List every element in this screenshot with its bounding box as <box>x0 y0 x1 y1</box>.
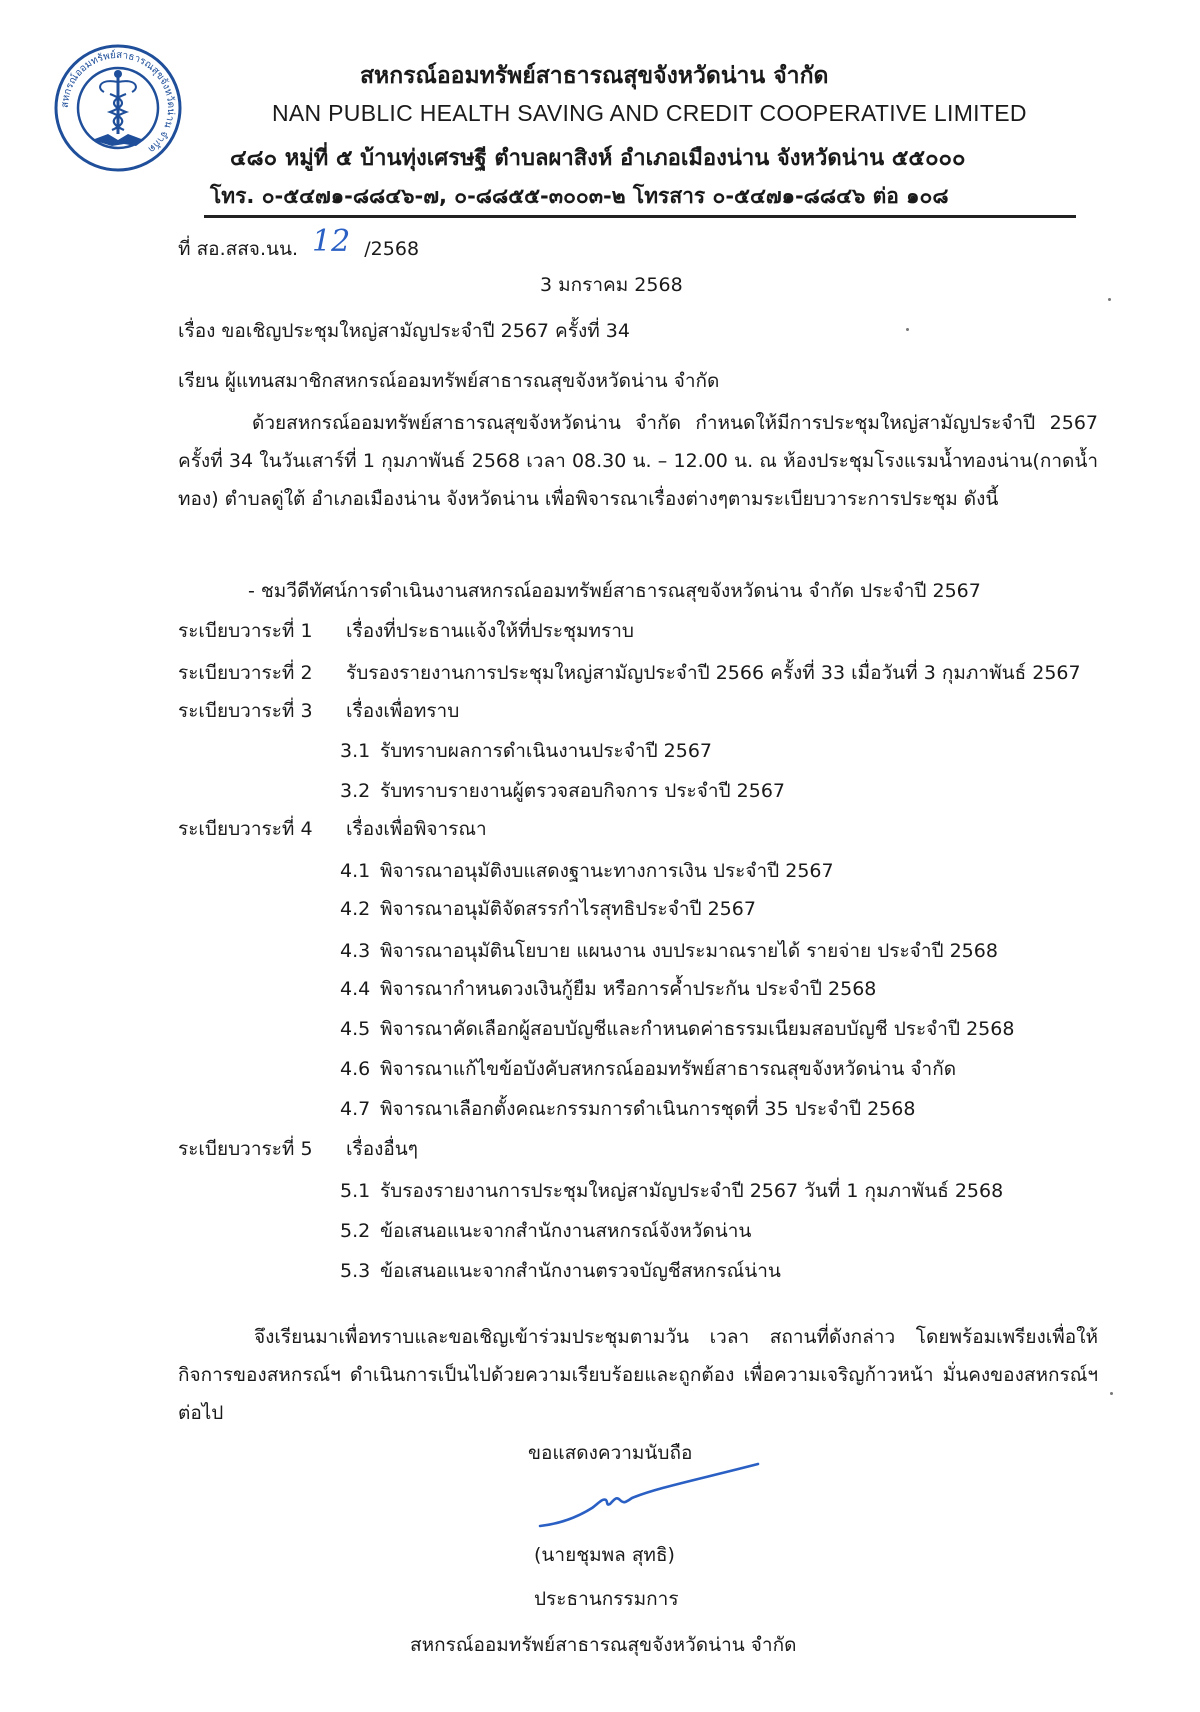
subitem-number: 4.7 <box>340 1098 371 1120</box>
agenda-title: รับรองรายงานการประชุมใหญ่สามัญประจำปี 2566 ครั้งที่ 33 เมื่อวันที่ 3 กุมภาพันธ์ 2567 <box>346 662 1081 684</box>
scan-speck <box>1110 1392 1113 1395</box>
subitem-number: 3.1 <box>340 740 371 762</box>
letter-recipient: เรียน ผู้แทนสมาชิกสหกรณ์ออมทรัพย์สาธารณสุขจังหวัดน่าน จำกัด <box>178 370 720 392</box>
agenda-subitem <box>340 1176 1003 1206</box>
scan-speck <box>906 328 909 331</box>
scan-speck <box>1108 298 1111 301</box>
complimentary-close: ขอแสดงความนับถือ <box>528 1442 693 1464</box>
subitem-number: 4.2 <box>340 898 371 920</box>
agenda-label: ระเบียบวาระที่ 1 <box>178 620 313 642</box>
agenda-label: ระเบียบวาระที่ 5 <box>178 1138 313 1160</box>
agenda-item <box>178 658 1081 688</box>
subitem-number: 4.5 <box>340 1018 371 1040</box>
letterhead-divider <box>204 215 1076 218</box>
agenda-title: เรื่องอื่นๆ <box>346 1138 418 1160</box>
agenda-label: ระเบียบวาระที่ 3 <box>178 700 313 722</box>
agenda-subitem <box>340 894 756 924</box>
subitem-number: 4.4 <box>340 978 371 1000</box>
subitem-text: พิจารณาเลือกตั้งคณะกรรมการดำเนินการชุดที่ 35 ประจำปี 2568 <box>380 1098 916 1120</box>
agenda-subitem <box>340 736 712 766</box>
subitem-number: 5.2 <box>340 1220 371 1242</box>
subitem-number: 5.1 <box>340 1180 371 1202</box>
org-name-thai: สหกรณ์ออมทรัพย์สาธารณสุขจังหวัดน่าน จำกัด <box>360 63 829 89</box>
agenda-subitem <box>340 1256 781 1286</box>
agenda-subitem <box>340 776 785 806</box>
org-phone-fax: โทร. ๐-๕๔๗๑-๘๘๔๖-๗, ๐-๘๘๕๕-๓๐๐๓-๒ โทรสาร ๐-๕๔๗๑-๘๘๔๖ ต่อ ๑๐๘ <box>210 184 949 208</box>
subitem-text: พิจารณาอนุมัติงบแสดงฐานะทางการเงิน ประจำปี 2567 <box>380 860 834 882</box>
org-address: ๔๘๐ หมู่ที่ ๕ บ้านทุ่งเศรษฐี ตำบลผาสิงห์ อำเภอเมืองน่าน จังหวัดน่าน ๕๕๐๐๐ <box>230 146 966 171</box>
agenda-subitem <box>340 1094 915 1124</box>
letter-date: 3 มกราคม 2568 <box>540 274 683 296</box>
subitem-number: 4.6 <box>340 1058 371 1080</box>
agenda-item <box>178 696 459 726</box>
body-intro-paragraph: ด้วยสหกรณ์ออมทรัพย์สาธารณสุขจังหวัดน่าน จำกัด กำหนดให้มีการประชุมใหญ่สามัญประจำปี 2567 ครั้งที่ 34 ในวันเสาร์ที่ 1 กุมภาพันธ์ 2568 เวลา 08.30 น. – 12.00 น. ณ ห้องประชุมโรงแรมน้ำทองน่าน(กาดน้ำทอง) ตำบลดู่ใต้ อำเภอเมืองน่าน จังหวัดน่าน เพื่อพิจารณาเรื่องต่างๆตามระเบียบวาระการประชุม ดังนี้ <box>178 412 1098 510</box>
agenda-subitem <box>340 1216 751 1246</box>
subitem-text: รับทราบรายงานผู้ตรวจสอบกิจการ ประจำปี 2567 <box>380 780 785 802</box>
reference-number <box>178 224 420 264</box>
agenda-subitem <box>340 1014 1014 1044</box>
subitem-number: 3.2 <box>340 780 371 802</box>
reference-handwritten-number: 12 <box>312 224 351 259</box>
subitem-text: รับรองรายงานการประชุมใหญ่สามัญประจำปี 2567 วันที่ 1 กุมภาพันธ์ 2568 <box>380 1180 1004 1202</box>
subitem-number: 4.3 <box>340 940 371 962</box>
agenda-subitem <box>340 1054 956 1084</box>
reference-prefix: ที่ สอ.สสจ.นน. <box>178 238 298 260</box>
body-closing-paragraph: จึงเรียนมาเพื่อทราบและขอเชิญเข้าร่วมประชุมตามวัน เวลา สถานที่ดังกล่าว โดยพร้อมเพรียงเพื่อให้กิจการของสหกรณ์ฯ ดำเนินการเป็นไปด้วยความเรียบร้อยและถูกต้อง เพื่อความเจริญก้าวหน้า มั่นคงของสหกรณ์ฯ ต่อไป <box>178 1326 1098 1424</box>
agenda-subitem <box>340 856 834 886</box>
letter-subject: เรื่อง ขอเชิญประชุมใหญ่สามัญประจำปี 2567 ครั้งที่ 34 <box>178 320 630 342</box>
subitem-text: พิจารณาแก้ไขข้อบังคับสหกรณ์ออมทรัพย์สาธารณสุขจังหวัดน่าน จำกัด <box>380 1058 957 1080</box>
reference-suffix: /2568 <box>364 238 420 260</box>
video-presentation-line: - ชมวีดีทัศน์การดำเนินงานสหกรณ์ออมทรัพย์สาธารณสุขจังหวัดน่าน จำกัด ประจำปี 2567 <box>248 580 981 602</box>
agenda-subitem <box>340 974 876 1004</box>
logo-ring-text: สหกรณ์ออมทรัพย์สาธารณสุขจังหวัดน่าน จำกัด <box>59 49 177 155</box>
agenda-item <box>178 1134 418 1164</box>
subitem-text: ข้อเสนอแนะจากสำนักงานตรวจบัญชีสหกรณ์น่าน <box>380 1260 781 1282</box>
signatory-organization: สหกรณ์ออมทรัพย์สาธารณสุขจังหวัดน่าน จำกัด <box>410 1634 797 1656</box>
agenda-title: เรื่องเพื่อทราบ <box>346 700 460 722</box>
subitem-text: พิจารณาอนุมัติจัดสรรกำไรสุทธิประจำปี 2567 <box>380 898 756 920</box>
cooperative-seal-logo <box>52 42 184 174</box>
agenda-label: ระเบียบวาระที่ 2 <box>178 662 313 684</box>
org-name-english: NAN PUBLIC HEALTH SAVING AND CREDIT COOPERATIVE LIMITED <box>272 100 1027 126</box>
subitem-text: ข้อเสนอแนะจากสำนักงานสหกรณ์จังหวัดน่าน <box>380 1220 752 1242</box>
signatory-name: (นายชุมพล สุทธิ) <box>534 1544 675 1566</box>
handwritten-signature <box>536 1458 762 1534</box>
subitem-text: พิจารณาคัดเลือกผู้สอบบัญชีและกำหนดค่าธรรมเนียมสอบบัญชี ประจำปี 2568 <box>380 1018 1015 1040</box>
subitem-text: พิจารณากำหนดวงเงินกู้ยืม หรือการค้ำประกัน ประจำปี 2568 <box>380 978 877 1000</box>
subitem-number: 4.1 <box>340 860 371 882</box>
subitem-text: พิจารณาอนุมัตินโยบาย แผนงาน งบประมาณรายได้ รายจ่าย ประจำปี 2568 <box>380 940 998 962</box>
agenda-label: ระเบียบวาระที่ 4 <box>178 818 313 840</box>
agenda-title: เรื่องเพื่อพิจารณา <box>346 818 487 840</box>
agenda-item <box>178 814 487 844</box>
signatory-title: ประธานกรรมการ <box>534 1588 679 1610</box>
agenda-item <box>178 616 634 646</box>
agenda-subitem <box>340 936 998 966</box>
subitem-number: 5.3 <box>340 1260 371 1282</box>
subitem-text: รับทราบผลการดำเนินงานประจำปี 2567 <box>380 740 713 762</box>
agenda-title: เรื่องที่ประธานแจ้งให้ที่ประชุมทราบ <box>346 620 634 642</box>
